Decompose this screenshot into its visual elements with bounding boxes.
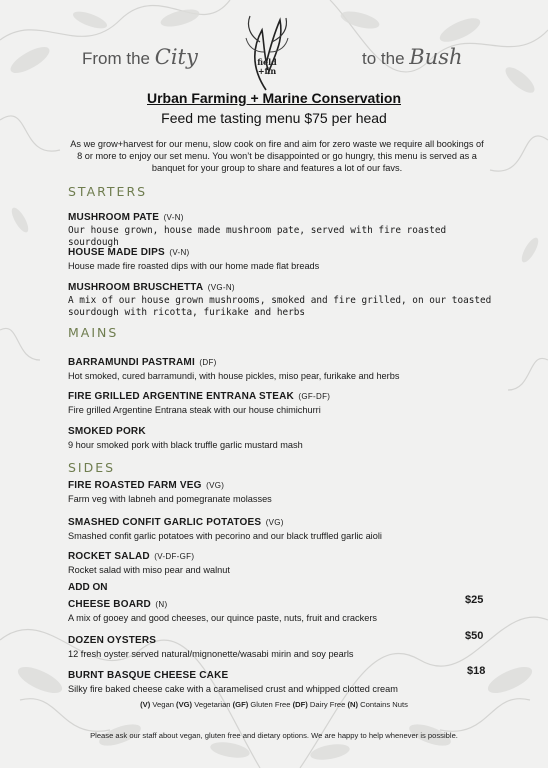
item-dietary-code: (N) xyxy=(155,600,168,609)
item-description: Smashed confit garlic potatoes with pecorino and our black truffled garlic aioli xyxy=(68,531,382,541)
legend-text: Vegetarian xyxy=(194,700,231,709)
item-dietary-code: (V-DF-GF) xyxy=(154,552,195,561)
item-dietary-code: (DF) xyxy=(199,358,217,367)
item-description: House made fire roasted dips with our home made flat breads xyxy=(68,261,320,271)
section-heading-starters: STARTERS xyxy=(68,184,148,199)
footer-note: Please ask our staff about vegan, gluten free and dietary options. We are happy to help whenever is possible. xyxy=(90,731,458,740)
item-description: Hot smoked, cured barramundi, with house pickles, miso pear, furikake and herbs xyxy=(68,371,400,381)
item-name: BURNT BASQUE CHEESE CAKE xyxy=(68,670,229,681)
menu-item xyxy=(68,630,498,660)
item-description: Fire grilled Argentine Entrana steak with our house chimichurri xyxy=(68,405,321,415)
field-fin-logo-icon xyxy=(240,12,292,94)
item-description: A mix of our house grown mushrooms, smoked and fire grilled, on our toasted sourdough with ricotta, furikake and herbs xyxy=(68,295,492,318)
menu-subtitle: Feed me tasting menu $75 per head xyxy=(161,110,387,126)
menu-item xyxy=(68,421,498,451)
item-price: $18 xyxy=(467,665,486,677)
item-dietary-code: (VG) xyxy=(265,518,284,527)
item-description: Farm veg with labneh and pomegranate molasses xyxy=(68,494,272,504)
legend-key: (V) xyxy=(140,700,151,709)
tagline-right-prefix: to the xyxy=(362,49,405,68)
menu-item xyxy=(68,546,498,576)
section-heading-mains: MAINS xyxy=(68,325,119,340)
tagline-left-prefix: From the xyxy=(82,49,151,68)
logo-text-fin: +fin xyxy=(257,66,277,76)
menu-item xyxy=(68,242,498,272)
item-dietary-code: (V-N) xyxy=(163,213,184,222)
item-name: SMOKED PORK xyxy=(68,426,146,437)
logo-wordmark xyxy=(252,58,282,76)
item-name: DOZEN OYSTERS xyxy=(68,635,157,646)
item-description: Rocket salad with miso pear and walnut xyxy=(68,565,230,575)
legend-text: Dairy Free xyxy=(309,700,346,709)
item-name: ROCKET SALAD xyxy=(68,551,150,562)
menu-item xyxy=(68,386,498,416)
menu-item xyxy=(68,594,498,624)
tagline-left-script: City xyxy=(154,45,198,69)
item-dietary-code: (VG) xyxy=(206,481,225,490)
item-name: FIRE ROASTED FARM VEG xyxy=(68,480,202,491)
item-dietary-code: (V-N) xyxy=(169,248,190,257)
add-on-label: ADD ON xyxy=(68,582,108,593)
item-description: Our house grown, house made mushroom pate, served with fire roasted sourdough xyxy=(68,225,447,248)
item-dietary-code: (VG-N) xyxy=(207,283,235,292)
item-name: FIRE GRILLED ARGENTINE ENTRANA STEAK xyxy=(68,391,294,402)
menu-item xyxy=(68,352,498,382)
dietary-legend xyxy=(0,700,548,709)
item-price: $25 xyxy=(465,594,484,606)
menu-item xyxy=(68,512,498,542)
tagline-right xyxy=(362,45,463,69)
page-title: Urban Farming + Marine Conservation xyxy=(147,90,401,106)
legend-text: Gluten Free xyxy=(250,700,291,709)
item-dietary-code: (GF-DF) xyxy=(298,392,331,401)
item-name: MUSHROOM PATE xyxy=(68,212,160,223)
logo-text-field: field xyxy=(257,57,277,67)
menu-item xyxy=(68,277,498,319)
menu-item xyxy=(68,665,498,695)
legend-text: Vegan xyxy=(152,700,174,709)
legend-text: Contains Nuts xyxy=(360,700,408,709)
tagline-right-script: Bush xyxy=(409,45,463,69)
tagline-left xyxy=(82,45,198,69)
item-description: Silky fire baked cheese cake with a caramelised crust and whipped clotted cream xyxy=(68,684,398,694)
legend-key: (GF) xyxy=(232,700,249,709)
intro-paragraph: As we grow+harvest for our menu, slow cook on fire and aim for zero waste we require all bookings of 8 or more to enjoy our set menu. You won’t be disappointed or go hungry, this menu is served as a banquet for your group to share and features a lot of our favs. xyxy=(70,139,484,173)
item-name: SMASHED CONFIT GARLIC POTATOES xyxy=(68,517,262,528)
section-heading-sides: SIDES xyxy=(68,460,116,475)
item-name: MUSHROOM BRUSCHETTA xyxy=(68,282,204,293)
item-name: BARRAMUNDI PASTRAMI xyxy=(68,357,195,368)
item-description: 12 fresh oyster served natural/mignonette/wasabi mirin and soy pearls xyxy=(68,649,354,659)
item-description: A mix of gooey and good cheeses, our quince paste, nuts, fruit and crackers xyxy=(68,613,377,623)
item-name: HOUSE MADE DIPS xyxy=(68,247,165,258)
legend-key: (VG) xyxy=(176,700,193,709)
legend-key: (DF) xyxy=(292,700,308,709)
item-name: CHEESE BOARD xyxy=(68,599,151,610)
item-description: 9 hour smoked pork with black truffle garlic mustard mash xyxy=(68,440,303,450)
menu-item xyxy=(68,475,498,505)
item-price: $50 xyxy=(465,630,484,642)
legend-key: (N) xyxy=(347,700,359,709)
